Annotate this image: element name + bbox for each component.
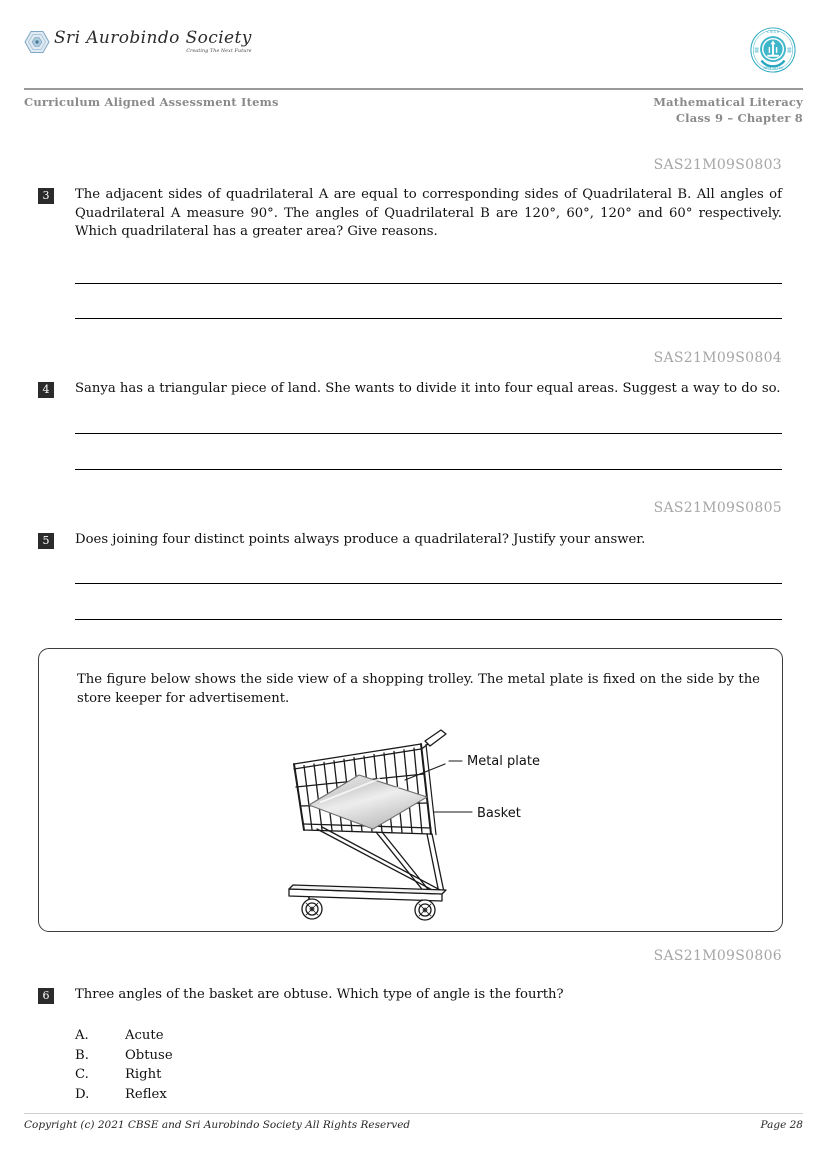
answer-line[interactable] [75,583,782,584]
question-text-6: Three angles of the basket are obtuse. Which type of angle is the fourth? [75,987,564,1002]
mcq-option-key: D. [75,1086,90,1102]
mcq-option-key: B. [75,1047,89,1063]
mcq-option-label: Acute [125,1028,164,1043]
question-number-badge-6: 6 [38,988,54,1004]
question-number-badge-4: 4 [38,382,54,398]
footer-copyright: Copyright (c) 2021 CBSE and Sri Aurobindo Society All Rights Reserved [24,1119,411,1131]
mcq-option-a[interactable] [75,1026,173,1046]
mcq-option-b[interactable] [75,1046,173,1066]
mcq-option-c[interactable] [75,1065,173,1085]
answer-line[interactable] [75,469,782,470]
footer-page-number: Page 28 [760,1119,803,1131]
sri-aurobindo-society-logo [24,30,252,54]
mcq-option-key: A. [75,1028,89,1043]
question-code-4: SAS21M09S0804 [653,350,782,366]
mcq-option-label: Right [125,1067,162,1083]
society-tagline: Creating The Next Future [186,49,252,54]
svg-text:NEW DELHI: NEW DELHI [763,66,783,71]
answer-line[interactable] [75,433,782,434]
question-block-5 [38,531,782,550]
figure-description: The figure below shows the side view of a shopping trolley. The metal plate is fixed on the side by the store keeper for advertisement. [77,672,760,706]
question-text-4: Sanya has a triangular piece of land. She wants to divide it into four equal areas. Suggest a way to do so. [75,381,781,396]
shopping-trolley-illustration [279,717,545,921]
question-code-6: SAS21M09S0806 [653,948,782,964]
mcq-option-label: Reflex [125,1086,167,1102]
header-divider [24,88,803,90]
hexagon-lotus-icon [24,30,50,54]
mcq-option-d[interactable] [75,1085,173,1105]
svg-text:C B S E: C B S E [766,30,780,35]
mcq-option-label: Obtuse [125,1047,173,1063]
header-right-title [653,95,803,126]
question-number-badge-5: 5 [38,533,54,549]
figure-context-box [38,648,783,932]
answer-line[interactable] [75,283,782,284]
question-block-6 [38,986,782,1005]
society-name: Sri Aurobindo Society [54,28,252,48]
question-text-3: The adjacent sides of quadrilateral A are equal to corresponding sides of Quadrilateral B. All angles of Quadrilateral A measure 90°. The angles of Quadrilateral B are 120°, 60°, 120° and 60° respectively. Which quadrilateral has a greater area? Give reasons. [75,187,782,240]
question-text-5: Does joining four distinct points always produce a quadrilateral? Justify your answer. [75,532,646,547]
mcq-option-key: C. [75,1067,89,1083]
basket-label: Basket [477,806,521,821]
mcq-options-list [75,1026,173,1104]
answer-line[interactable] [75,318,782,319]
question-code-5: SAS21M09S0805 [653,500,782,516]
answer-line[interactable] [75,619,782,620]
question-block-3 [38,186,782,242]
page-header [24,26,803,80]
cbse-emblem-icon [749,26,797,74]
metal-plate-label: Metal plate [467,754,540,769]
question-number-badge-3: 3 [38,188,54,204]
question-code-3: SAS21M09S0803 [653,157,782,173]
header-class-chapter: Class 9 – Chapter 8 [675,110,803,125]
header-left-title: Curriculum Aligned Assessment Items [24,95,279,109]
footer-divider [24,1113,803,1114]
question-block-4 [38,380,782,399]
header-subject: Mathematical Literacy [653,95,803,109]
society-wordmark [54,30,252,54]
